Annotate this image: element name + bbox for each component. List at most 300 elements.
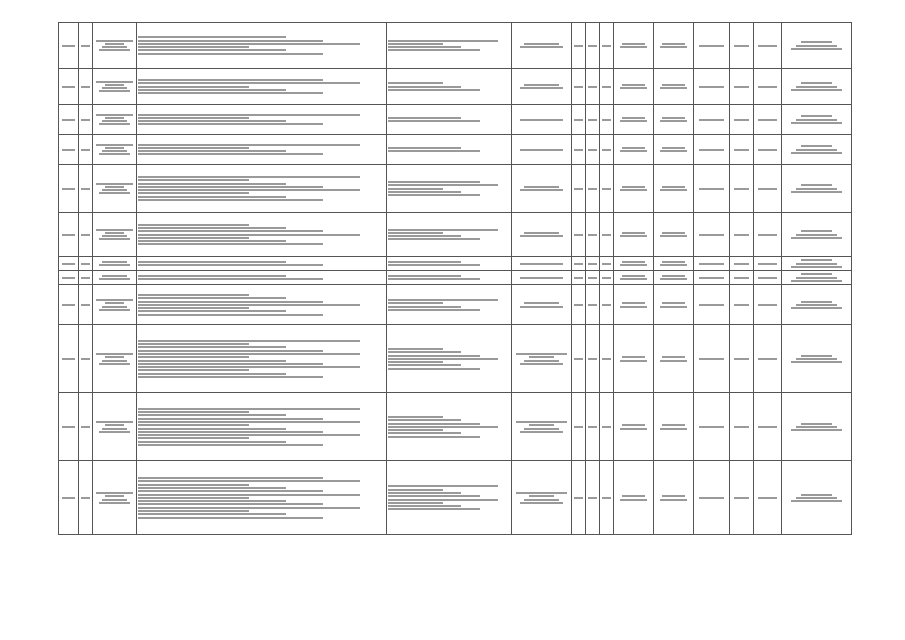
table-cell — [93, 135, 137, 165]
table-cell — [512, 325, 572, 393]
table-cell — [586, 285, 600, 325]
table-cell — [93, 393, 137, 461]
table-cell — [137, 213, 387, 257]
illegible-text-line — [138, 46, 249, 48]
illegible-text-line — [388, 147, 461, 149]
illegible-text-line — [81, 86, 89, 88]
illegible-text-line — [801, 494, 831, 496]
illegible-text-line — [388, 120, 480, 122]
illegible-text-line — [796, 86, 836, 88]
table-cell — [730, 135, 754, 165]
illegible-text-line — [662, 186, 684, 188]
table-cell — [600, 393, 614, 461]
illegible-text-line — [520, 189, 563, 191]
table-cell — [782, 393, 852, 461]
table-cell — [572, 325, 586, 393]
table-cell — [730, 285, 754, 325]
illegible-text-line — [796, 149, 836, 151]
illegible-text-line — [138, 490, 323, 492]
illegible-text-line — [138, 444, 323, 446]
illegible-text-line — [791, 429, 841, 431]
illegible-text-line — [622, 232, 644, 234]
illegible-text-line — [620, 150, 648, 152]
illegible-text-line — [138, 153, 323, 155]
illegible-text-line — [138, 477, 323, 479]
illegible-text-line — [105, 43, 123, 45]
illegible-text-line — [81, 358, 89, 360]
table-cell — [694, 271, 730, 285]
illegible-text-line — [796, 188, 836, 190]
illegible-text-line — [574, 234, 582, 236]
table-cell — [614, 165, 654, 213]
table-cell — [754, 165, 782, 213]
table-cell — [79, 23, 93, 69]
illegible-text-line — [791, 307, 841, 309]
table-cell — [512, 393, 572, 461]
illegible-text-line — [138, 507, 360, 509]
illegible-text-line — [62, 277, 75, 279]
illegible-text-line — [138, 264, 323, 266]
illegible-text-line — [138, 346, 286, 348]
illegible-text-line — [516, 492, 567, 494]
table-cell — [137, 271, 387, 285]
illegible-text-line — [138, 199, 323, 201]
illegible-text-line — [388, 361, 443, 363]
table-cell — [654, 23, 694, 69]
illegible-text-line — [520, 263, 563, 265]
illegible-text-line — [102, 261, 127, 263]
illegible-text-line — [388, 302, 443, 304]
illegible-text-line — [138, 356, 249, 358]
illegible-text-line — [622, 147, 644, 149]
illegible-text-line — [388, 499, 498, 501]
illegible-text-line — [791, 500, 841, 502]
illegible-text-line — [62, 358, 75, 360]
illegible-text-line — [602, 426, 610, 428]
illegible-text-line — [96, 492, 133, 494]
illegible-text-line — [801, 230, 831, 232]
illegible-text-line — [138, 408, 360, 410]
illegible-text-line — [138, 310, 286, 312]
illegible-text-line — [662, 232, 684, 234]
table-cell — [654, 135, 694, 165]
table-cell — [512, 105, 572, 135]
illegible-text-line — [791, 122, 841, 124]
table-cell — [387, 257, 512, 271]
table-row — [59, 393, 852, 461]
illegible-text-line — [524, 302, 558, 304]
illegible-text-line — [388, 278, 480, 280]
table-cell — [694, 69, 730, 105]
illegible-text-line — [62, 45, 75, 47]
illegible-text-line — [660, 150, 688, 152]
illegible-text-line — [102, 46, 127, 48]
illegible-text-line — [388, 351, 461, 353]
table-row — [59, 23, 852, 69]
illegible-text-line — [574, 426, 582, 428]
illegible-text-line — [662, 43, 684, 45]
table-cell — [512, 271, 572, 285]
illegible-text-line — [99, 278, 130, 280]
illegible-text-line — [138, 307, 249, 309]
illegible-text-line — [138, 424, 249, 426]
table-cell — [694, 213, 730, 257]
illegible-text-line — [620, 264, 648, 266]
illegible-text-line — [734, 277, 750, 279]
table-cell — [754, 213, 782, 257]
table-cell — [586, 105, 600, 135]
table-row — [59, 69, 852, 105]
table-row — [59, 105, 852, 135]
table-cell — [782, 165, 852, 213]
table-cell — [137, 165, 387, 213]
illegible-text-line — [138, 411, 249, 413]
illegible-text-line — [388, 275, 461, 277]
illegible-text-line — [660, 428, 688, 430]
table-cell — [614, 213, 654, 257]
table-row — [59, 325, 852, 393]
illegible-text-line — [388, 429, 443, 431]
illegible-text-line — [520, 277, 563, 279]
illegible-text-line — [105, 302, 123, 304]
illegible-text-line — [105, 356, 123, 358]
table-cell — [93, 285, 137, 325]
table-cell — [730, 213, 754, 257]
illegible-text-line — [81, 149, 89, 151]
illegible-text-line — [734, 304, 750, 306]
illegible-text-line — [99, 123, 130, 125]
illegible-text-line — [602, 149, 610, 151]
illegible-text-line — [62, 86, 75, 88]
table-cell — [93, 105, 137, 135]
illegible-text-line — [734, 45, 750, 47]
illegible-text-line — [524, 428, 558, 430]
illegible-text-line — [758, 119, 777, 121]
table-cell — [614, 105, 654, 135]
table-cell — [59, 165, 79, 213]
illegible-text-line — [388, 232, 443, 234]
illegible-text-line — [96, 81, 133, 83]
register-table — [58, 22, 852, 535]
illegible-text-line — [138, 314, 323, 316]
table-cell — [572, 165, 586, 213]
table-cell — [694, 165, 730, 213]
illegible-text-line — [81, 119, 89, 121]
illegible-text-line — [388, 191, 461, 193]
illegible-text-line — [96, 299, 133, 301]
illegible-text-line — [622, 117, 644, 119]
illegible-text-line — [388, 235, 461, 237]
table-row — [59, 461, 852, 535]
illegible-text-line — [388, 416, 443, 418]
illegible-text-line — [602, 263, 610, 265]
illegible-text-line — [699, 45, 724, 47]
illegible-text-line — [620, 87, 648, 89]
table-cell — [137, 393, 387, 461]
table-cell — [93, 257, 137, 271]
illegible-text-line — [388, 194, 480, 196]
table-cell — [79, 257, 93, 271]
illegible-text-line — [102, 499, 127, 501]
illegible-text-line — [516, 353, 567, 355]
table-cell — [512, 69, 572, 105]
illegible-text-line — [662, 424, 684, 426]
illegible-text-line — [660, 264, 688, 266]
table-cell — [512, 461, 572, 535]
illegible-text-line — [388, 238, 480, 240]
illegible-text-line — [99, 502, 130, 504]
illegible-text-line — [662, 84, 684, 86]
illegible-text-line — [388, 436, 480, 438]
illegible-text-line — [138, 114, 360, 116]
table-cell — [387, 69, 512, 105]
illegible-text-line — [524, 84, 558, 86]
illegible-text-line — [388, 299, 498, 301]
illegible-text-line — [138, 517, 323, 519]
illegible-text-line — [388, 40, 498, 42]
illegible-text-line — [520, 46, 563, 48]
illegible-text-line — [662, 356, 684, 358]
table-cell — [59, 461, 79, 535]
illegible-text-line — [622, 84, 644, 86]
table-cell — [730, 393, 754, 461]
illegible-text-line — [138, 513, 286, 515]
illegible-text-line — [388, 485, 498, 487]
table-cell — [782, 285, 852, 325]
table-cell — [387, 325, 512, 393]
illegible-text-line — [602, 188, 610, 190]
illegible-text-line — [588, 426, 596, 428]
illegible-text-line — [102, 275, 127, 277]
illegible-text-line — [574, 497, 582, 499]
illegible-text-line — [138, 340, 360, 342]
illegible-text-line — [801, 41, 831, 43]
illegible-text-line — [524, 360, 558, 362]
illegible-text-line — [138, 500, 286, 502]
table-row — [59, 271, 852, 285]
illegible-text-line — [388, 184, 498, 186]
table-cell — [730, 69, 754, 105]
illegible-text-line — [791, 89, 841, 91]
table-cell — [59, 271, 79, 285]
illegible-text-line — [138, 79, 323, 81]
table-cell — [79, 135, 93, 165]
table-row — [59, 165, 852, 213]
table-cell — [600, 23, 614, 69]
table-cell — [694, 105, 730, 135]
illegible-text-line — [62, 119, 75, 121]
illegible-text-line — [796, 497, 836, 499]
table-cell — [600, 325, 614, 393]
illegible-text-line — [388, 229, 498, 231]
illegible-text-line — [138, 189, 360, 191]
illegible-text-line — [734, 263, 750, 265]
table-cell — [572, 271, 586, 285]
illegible-text-line — [620, 360, 648, 362]
illegible-text-line — [388, 364, 461, 366]
illegible-text-line — [62, 149, 75, 151]
table-cell — [512, 23, 572, 69]
table-cell — [572, 393, 586, 461]
illegible-text-line — [622, 275, 644, 277]
table-cell — [387, 165, 512, 213]
illegible-text-line — [520, 235, 563, 237]
illegible-text-line — [138, 360, 286, 362]
table-cell — [754, 271, 782, 285]
illegible-text-line — [388, 502, 443, 504]
illegible-text-line — [62, 188, 75, 190]
illegible-text-line — [388, 309, 480, 311]
table-cell — [694, 257, 730, 271]
table-cell — [586, 23, 600, 69]
illegible-text-line — [734, 358, 750, 360]
table-cell — [754, 23, 782, 69]
table-cell — [93, 461, 137, 535]
illegible-text-line — [758, 234, 777, 236]
illegible-text-line — [758, 358, 777, 360]
table-cell — [387, 105, 512, 135]
illegible-text-line — [660, 278, 688, 280]
illegible-text-line — [138, 144, 360, 146]
table-cell — [654, 69, 694, 105]
illegible-text-line — [801, 82, 831, 84]
illegible-text-line — [791, 361, 841, 363]
table-cell — [600, 165, 614, 213]
illegible-text-line — [99, 153, 130, 155]
table-cell — [614, 257, 654, 271]
illegible-text-line — [81, 304, 89, 306]
illegible-text-line — [138, 366, 360, 368]
table-cell — [654, 213, 694, 257]
illegible-text-line — [99, 90, 130, 92]
illegible-text-line — [99, 49, 130, 51]
table-cell — [572, 105, 586, 135]
illegible-text-line — [758, 263, 777, 265]
illegible-text-line — [138, 40, 323, 42]
table-cell — [600, 257, 614, 271]
illegible-text-line — [388, 419, 461, 421]
table-cell — [754, 105, 782, 135]
illegible-text-line — [699, 277, 724, 279]
table-cell — [572, 69, 586, 105]
illegible-text-line — [791, 266, 841, 268]
illegible-text-line — [138, 237, 249, 239]
illegible-text-line — [62, 234, 75, 236]
table-cell — [782, 213, 852, 257]
illegible-text-line — [520, 431, 563, 433]
table-cell — [600, 69, 614, 105]
illegible-text-line — [138, 179, 249, 181]
table-cell — [79, 325, 93, 393]
illegible-text-line — [588, 234, 596, 236]
table-cell — [754, 69, 782, 105]
illegible-text-line — [388, 82, 443, 84]
table-cell — [586, 461, 600, 535]
illegible-text-line — [388, 117, 461, 119]
table-cell — [586, 213, 600, 257]
table-cell — [754, 285, 782, 325]
illegible-text-line — [388, 188, 443, 190]
table-cell — [59, 69, 79, 105]
illegible-text-line — [796, 263, 836, 265]
illegible-text-line — [699, 149, 724, 151]
table-cell — [782, 23, 852, 69]
illegible-text-line — [81, 263, 89, 265]
table-cell — [730, 105, 754, 135]
table-cell — [586, 271, 600, 285]
table-row — [59, 257, 852, 271]
illegible-text-line — [660, 120, 688, 122]
illegible-text-line — [81, 277, 89, 279]
table-cell — [79, 271, 93, 285]
table-cell — [137, 257, 387, 271]
table-cell — [614, 285, 654, 325]
illegible-text-line — [796, 358, 836, 360]
illegible-text-line — [138, 82, 360, 84]
illegible-text-line — [801, 184, 831, 186]
table-cell — [93, 213, 137, 257]
illegible-text-line — [138, 480, 360, 482]
illegible-text-line — [801, 355, 831, 357]
illegible-text-line — [138, 186, 323, 188]
table-cell — [93, 271, 137, 285]
illegible-text-line — [138, 192, 249, 194]
illegible-text-line — [105, 495, 123, 497]
table-cell — [572, 23, 586, 69]
illegible-text-line — [801, 145, 831, 147]
illegible-text-line — [602, 277, 610, 279]
table-row — [59, 213, 852, 257]
table-cell — [59, 105, 79, 135]
table-cell — [79, 285, 93, 325]
illegible-text-line — [102, 150, 127, 152]
illegible-text-line — [791, 152, 841, 154]
table-cell — [387, 285, 512, 325]
illegible-text-line — [620, 189, 648, 191]
table-row — [59, 285, 852, 325]
illegible-text-line — [734, 149, 750, 151]
table-cell — [654, 285, 694, 325]
illegible-text-line — [699, 86, 724, 88]
illegible-text-line — [529, 495, 555, 497]
table-cell — [93, 23, 137, 69]
illegible-text-line — [102, 189, 127, 191]
illegible-text-line — [791, 191, 841, 193]
illegible-text-line — [529, 424, 555, 426]
illegible-text-line — [520, 149, 563, 151]
illegible-text-line — [588, 86, 596, 88]
illegible-text-line — [99, 309, 130, 311]
illegible-text-line — [138, 414, 286, 416]
illegible-text-line — [388, 43, 443, 45]
table-cell — [137, 23, 387, 69]
table-cell — [730, 461, 754, 535]
illegible-text-line — [99, 238, 130, 240]
table-cell — [59, 393, 79, 461]
table-cell — [586, 325, 600, 393]
illegible-text-line — [574, 304, 582, 306]
illegible-text-line — [81, 45, 89, 47]
illegible-text-line — [524, 499, 558, 501]
illegible-text-line — [138, 43, 360, 45]
illegible-text-line — [99, 192, 130, 194]
illegible-text-line — [801, 301, 831, 303]
illegible-text-line — [574, 119, 582, 121]
illegible-text-line — [138, 234, 360, 236]
illegible-text-line — [105, 147, 123, 149]
illegible-text-line — [96, 114, 133, 116]
table-cell — [59, 213, 79, 257]
